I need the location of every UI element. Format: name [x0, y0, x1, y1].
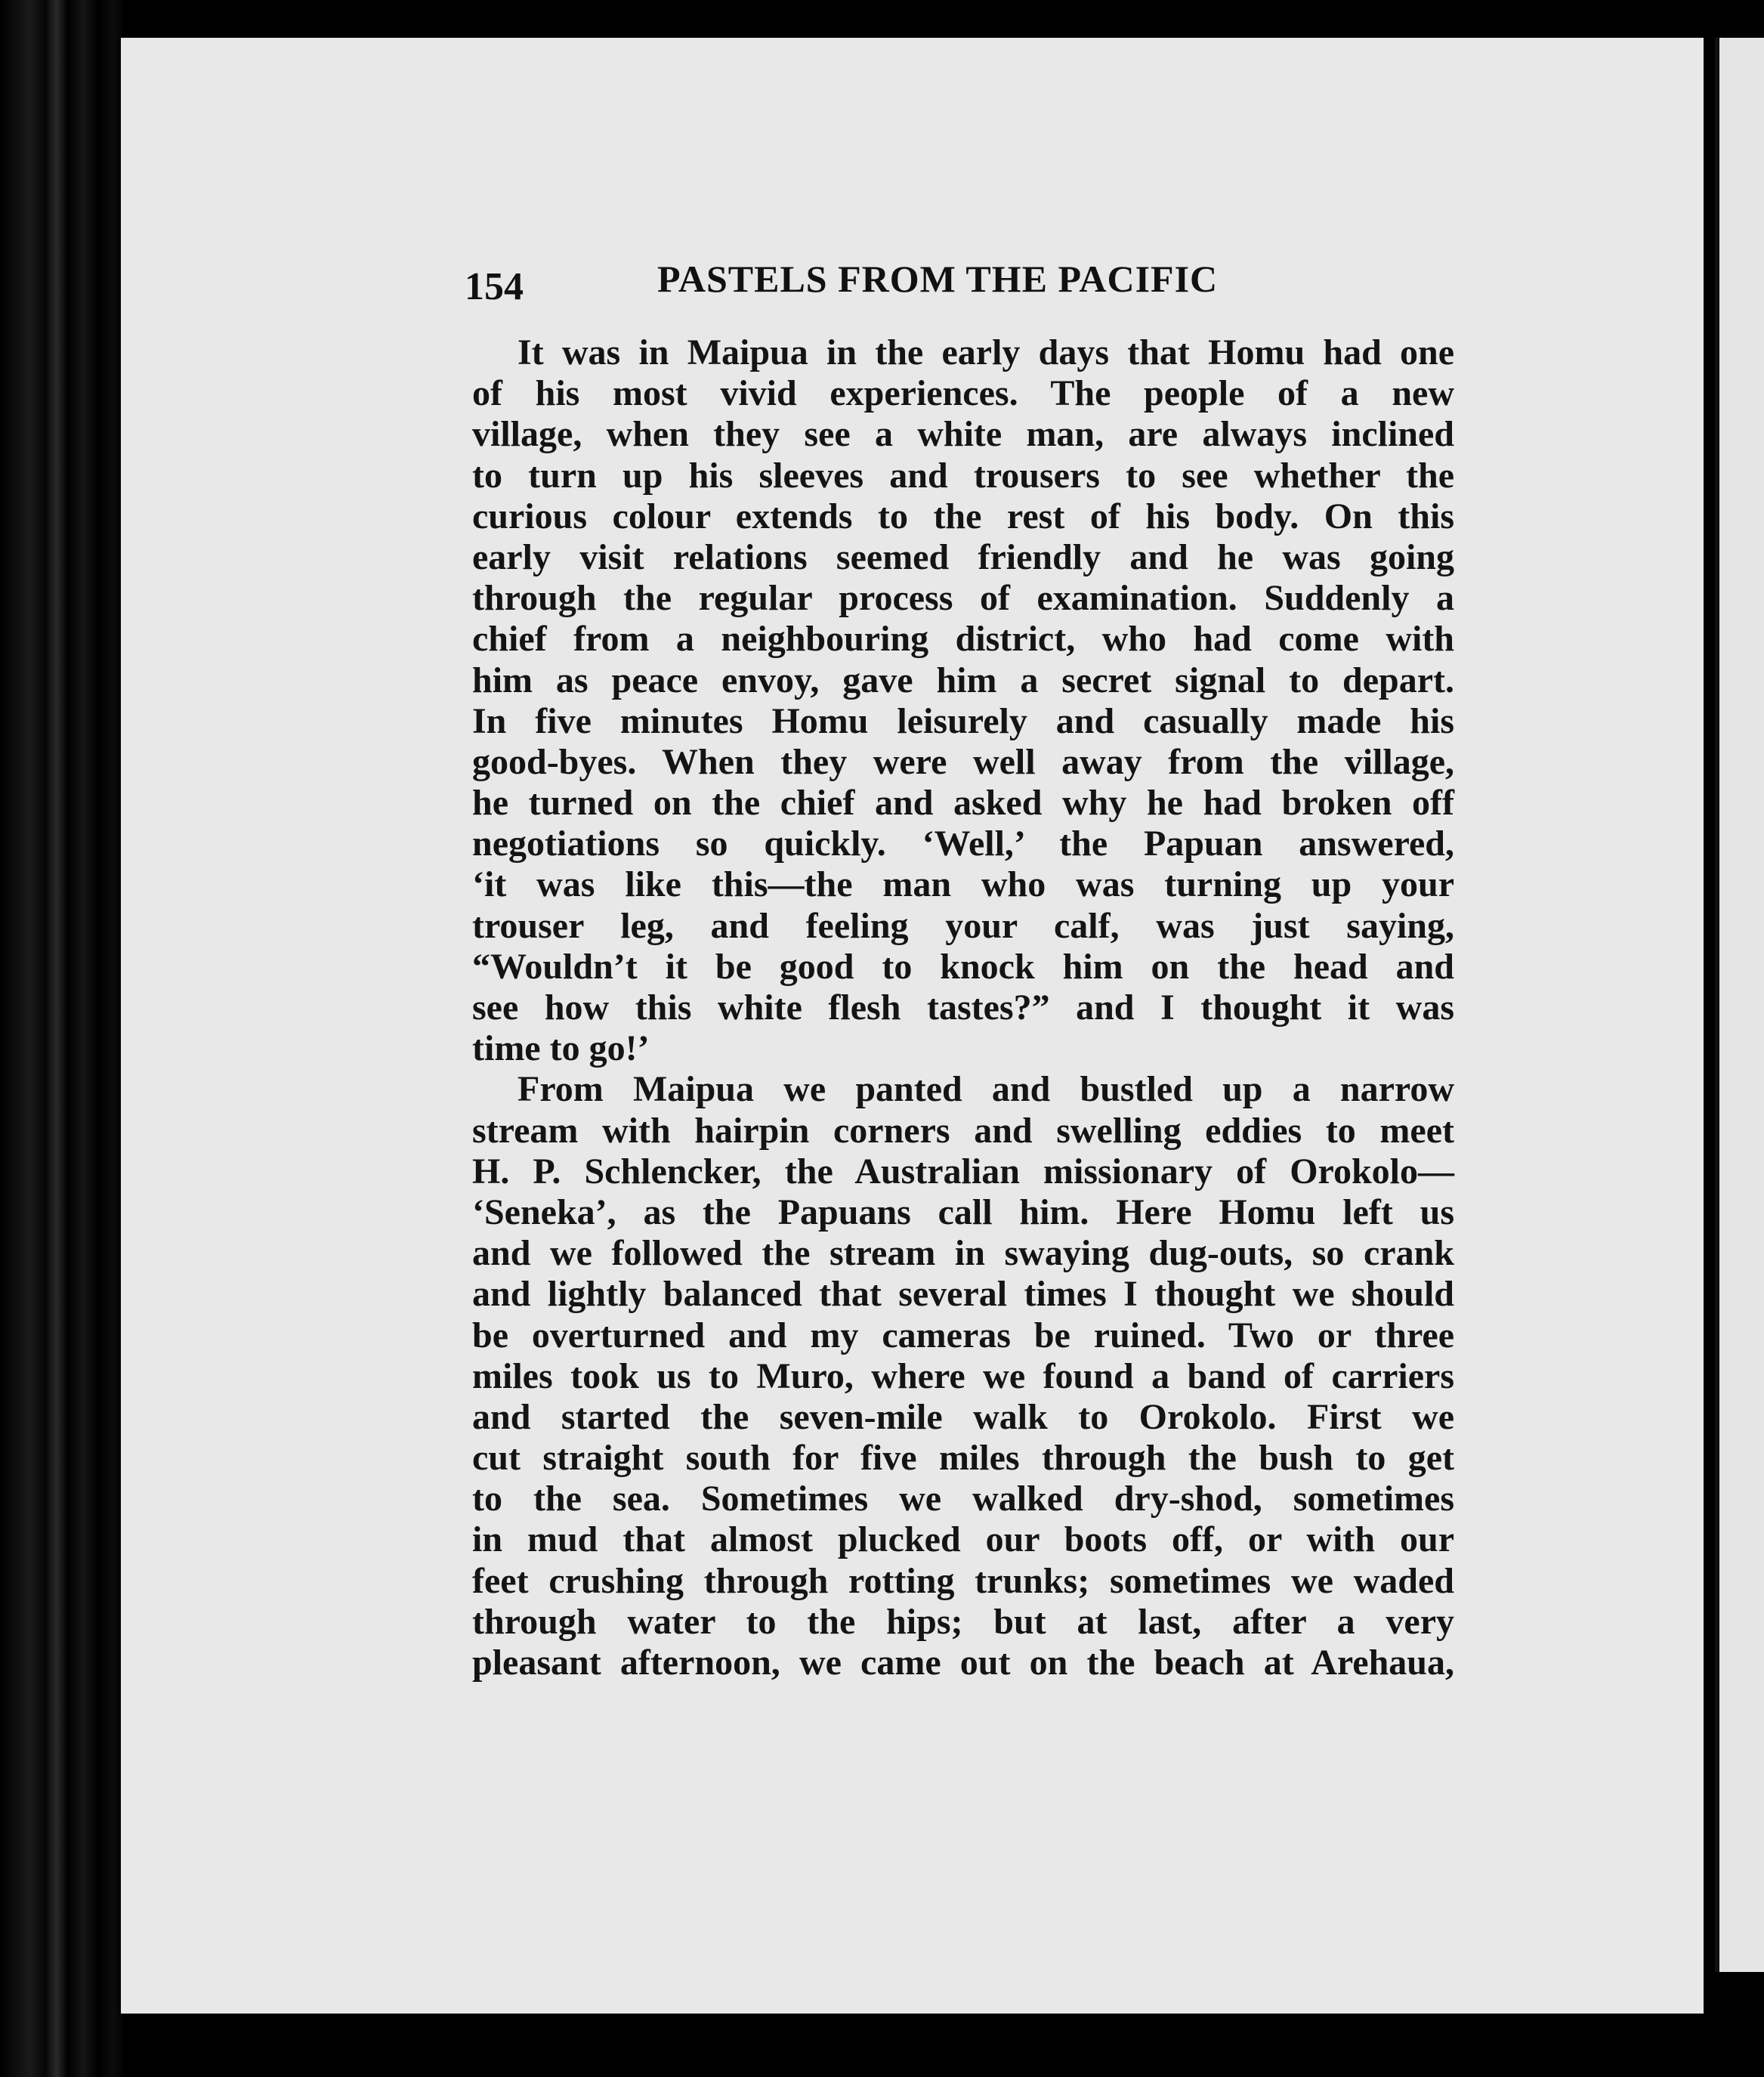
- text-line: of his most vivid experiences. The people of a new: [472, 373, 1454, 414]
- book-binding-gutter: [0, 0, 125, 2077]
- text-line: through the regular process of examination. Suddenly a: [472, 578, 1454, 619]
- text-line: be overturned and my cameras be ruined. Two or three: [472, 1315, 1454, 1355]
- page-number: 154: [465, 265, 524, 308]
- text-line: to turn up his sleeves and trousers to see whether the: [472, 455, 1454, 496]
- text-line: good-byes. When they were well away from the village,: [472, 741, 1454, 782]
- text-line: It was in Maipua in the early days that Homu had one: [517, 332, 1454, 372]
- body-text: [472, 332, 1454, 1683]
- text-line: him as peace envoy, gave him a secret signal to depart.: [472, 660, 1454, 700]
- text-line: H. P. Schlencker, the Australian missionary of Orokolo—: [472, 1151, 1454, 1191]
- running-title: PASTELS FROM THE PACIFIC: [657, 258, 1219, 300]
- text-line: and we followed the stream in swaying dug-outs, so crank: [472, 1233, 1454, 1274]
- text-line: “Wouldn’t it be good to knock him on the head and: [472, 946, 1454, 987]
- text-line: and started the seven-mile walk to Orokolo. First we: [472, 1396, 1454, 1437]
- text-line: chief from a neighbouring district, who had come with: [472, 619, 1454, 660]
- text-line: In five minutes Homu leisurely and casually made his: [472, 700, 1454, 741]
- text-line: stream with hairpin corners and swelling eddies to meet: [472, 1110, 1454, 1151]
- text-line: pleasant afternoon, we came out on the beach at Arehaua,: [472, 1643, 1454, 1683]
- text-line: trouser leg, and feeling your calf, was just saying,: [472, 905, 1454, 946]
- page-header: [465, 249, 1265, 317]
- text-line: early visit relations seemed friendly and he was going: [472, 536, 1454, 577]
- text-line: through water to the hips; but at last, after a very: [472, 1601, 1454, 1642]
- text-line: cut straight south for five miles through the bush to get: [472, 1438, 1454, 1479]
- text-line: negotiations so quickly. ‘Well,’ the Papuan answered,: [472, 824, 1454, 864]
- text-line: and lightly balanced that several times I thought we should: [472, 1274, 1454, 1315]
- text-line: village, when they see a white man, are always inclined: [472, 414, 1454, 455]
- text-line: to the sea. Sometimes we walked dry-shod, sometimes: [472, 1479, 1454, 1519]
- text-line: see how this white flesh tastes?” and I thought it was: [472, 988, 1454, 1028]
- facing-page-strip: [1715, 38, 1764, 1972]
- text-line: From Maipua we panted and bustled up a narrow: [517, 1069, 1454, 1110]
- text-line: he turned on the chief and asked why he had broken off: [472, 783, 1454, 824]
- text-line: curious colour extends to the rest of his body. On this: [472, 496, 1454, 536]
- text-line: ‘Seneka’, as the Papuans call him. Here Homu left us: [472, 1191, 1454, 1232]
- text-line: in mud that almost plucked our boots off, or with our: [472, 1519, 1454, 1560]
- text-line: time to go!’: [472, 1028, 650, 1069]
- text-line: feet crushing through rotting trunks; sometimes we waded: [472, 1560, 1454, 1601]
- text-line: miles took us to Muro, where we found a band of carriers: [472, 1355, 1454, 1396]
- text-line: ‘it was like this—the man who was turning up your: [472, 864, 1454, 905]
